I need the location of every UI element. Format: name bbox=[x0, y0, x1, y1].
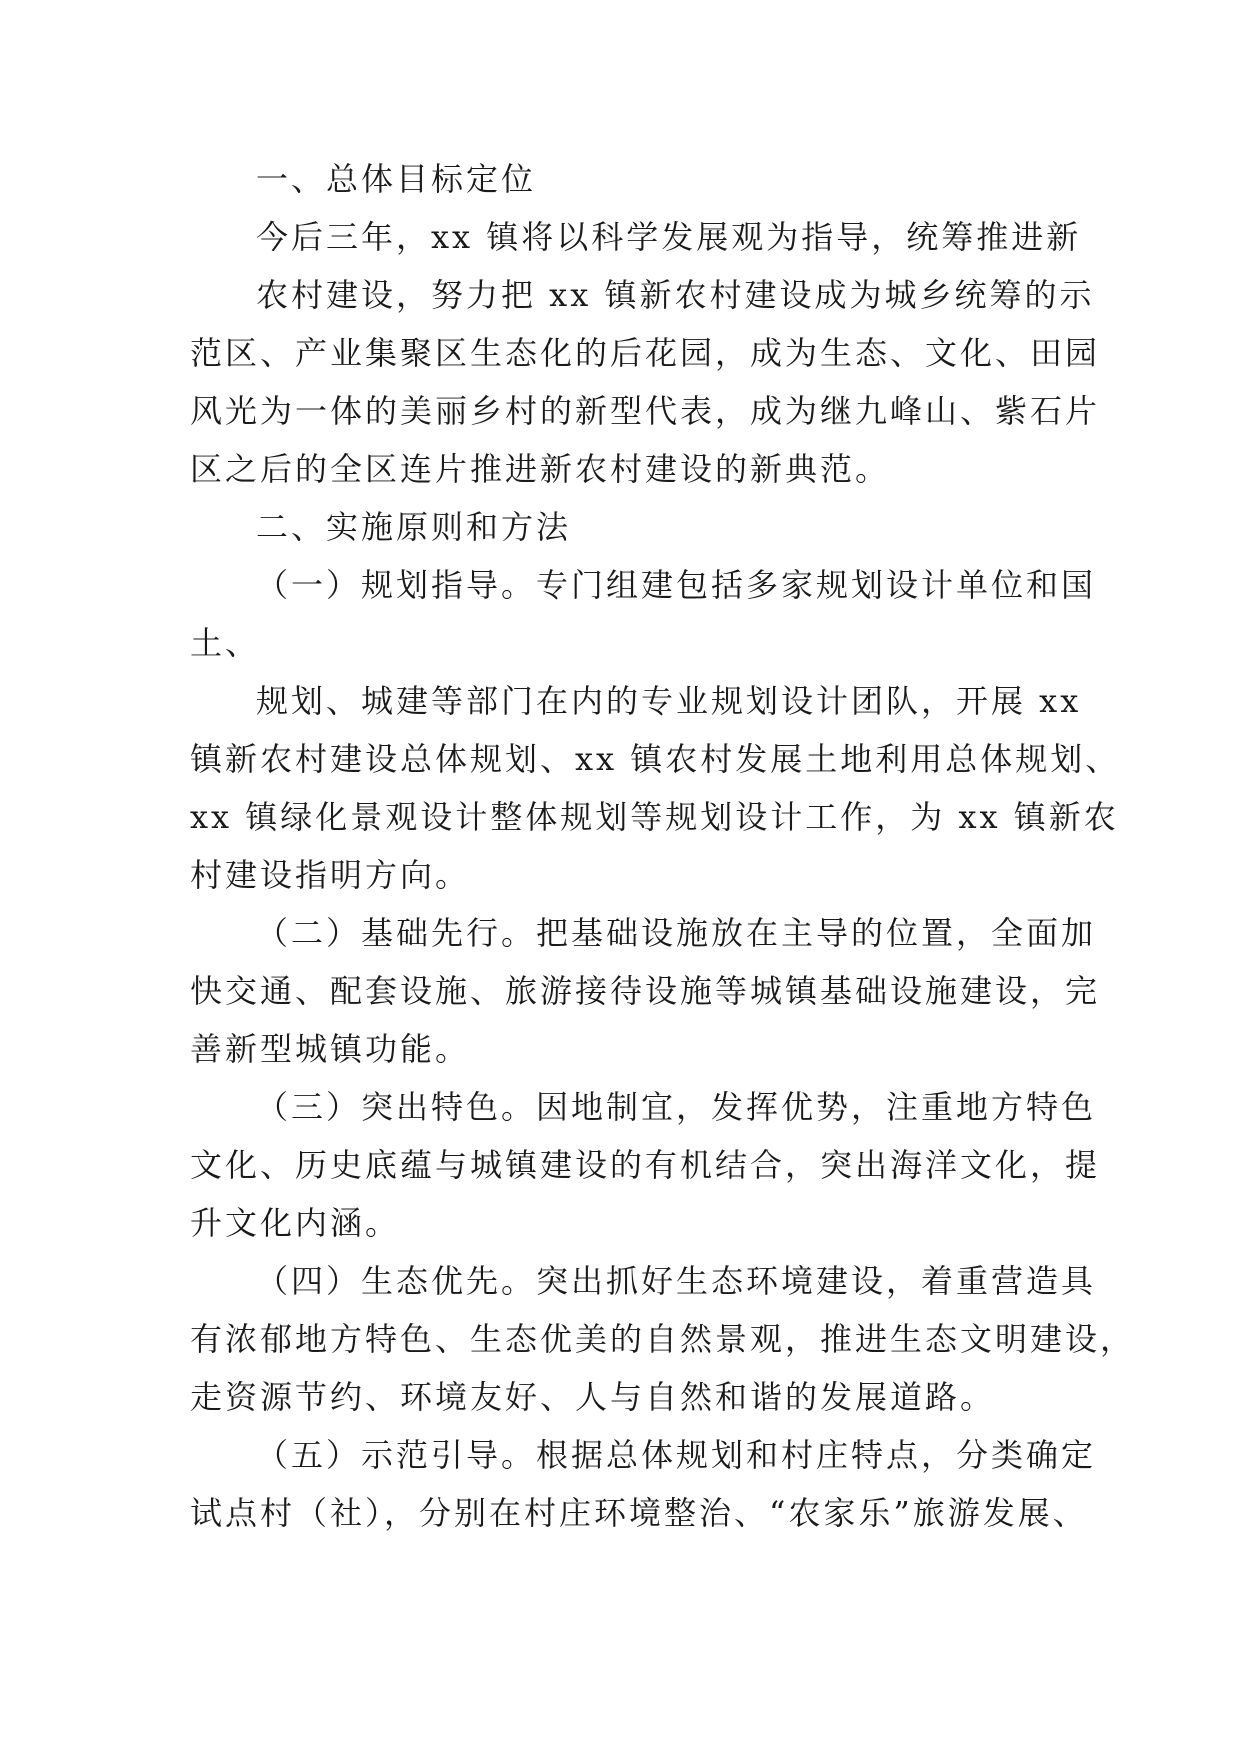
paragraph-line: 村建设指明方向。 bbox=[190, 856, 471, 894]
document-body bbox=[190, 159, 1136, 1551]
paragraph-line: 有浓郁地方特色、生态优美的自然景观，推进生态文明建设， bbox=[190, 1320, 1136, 1358]
paragraph-line: 风光为一体的美丽乡村的新型代表，成为继九峰山、紫石片 bbox=[190, 392, 1101, 430]
paragraph-line: 走资源节约、环境友好、人与自然和谐的发展道路。 bbox=[190, 1378, 996, 1416]
paragraph-line: 镇新农村建设总体规划、xx 镇农村发展土地利用总体规划、 bbox=[190, 740, 1121, 778]
paragraph-line: （一）规划指导。专门组建包括多家规划设计单位和国 bbox=[256, 566, 1097, 604]
section-heading-1: 一、总体目标定位 bbox=[256, 160, 537, 198]
section-heading-2: 二、实施原则和方法 bbox=[256, 508, 572, 546]
paragraph-line: 农村建设，努力把 xx 镇新农村建设成为城乡统筹的示 bbox=[256, 276, 1095, 314]
paragraph-line: （三）突出特色。因地制宜，发挥优势，注重地方特色 bbox=[256, 1088, 1097, 1126]
paragraph-line: 规划、城建等部门在内的专业规划设计团队，开展 xx bbox=[256, 682, 1082, 720]
paragraph-line: （四）生态优先。突出抓好生态环境建设，着重营造具 bbox=[256, 1262, 1097, 1300]
paragraph-line: xx 镇绿化景观设计整体规划等规划设计工作，为 xx 镇新农 bbox=[190, 798, 1119, 836]
paragraph-line: 今后三年，xx 镇将以科学发展观为指导，统筹推进新 bbox=[256, 218, 1082, 256]
paragraph-line: 区之后的全区连片推进新农村建设的新典范。 bbox=[190, 450, 891, 488]
paragraph-line: 试点村（社），分别在村庄环境整治、“农家乐”旅游发展、 bbox=[190, 1494, 1088, 1532]
paragraph-line: 范区、产业集聚区生态化的后花园，成为生态、文化、田园 bbox=[190, 334, 1101, 372]
paragraph-line: 善新型城镇功能。 bbox=[190, 1030, 471, 1068]
paragraph-line: （五）示范引导。根据总体规划和村庄特点，分类确定 bbox=[256, 1436, 1097, 1474]
paragraph-line: 文化、历史底蕴与城镇建设的有机结合，突出海洋文化，提 bbox=[190, 1146, 1101, 1184]
paragraph-line: （二）基础先行。把基础设施放在主导的位置，全面加 bbox=[256, 914, 1097, 952]
paragraph-line: 快交通、配套设施、旅游接待设施等城镇基础设施建设，完 bbox=[190, 972, 1101, 1010]
paragraph-line: 升文化内涵。 bbox=[190, 1204, 401, 1242]
paragraph-line: 土、 bbox=[190, 624, 261, 662]
